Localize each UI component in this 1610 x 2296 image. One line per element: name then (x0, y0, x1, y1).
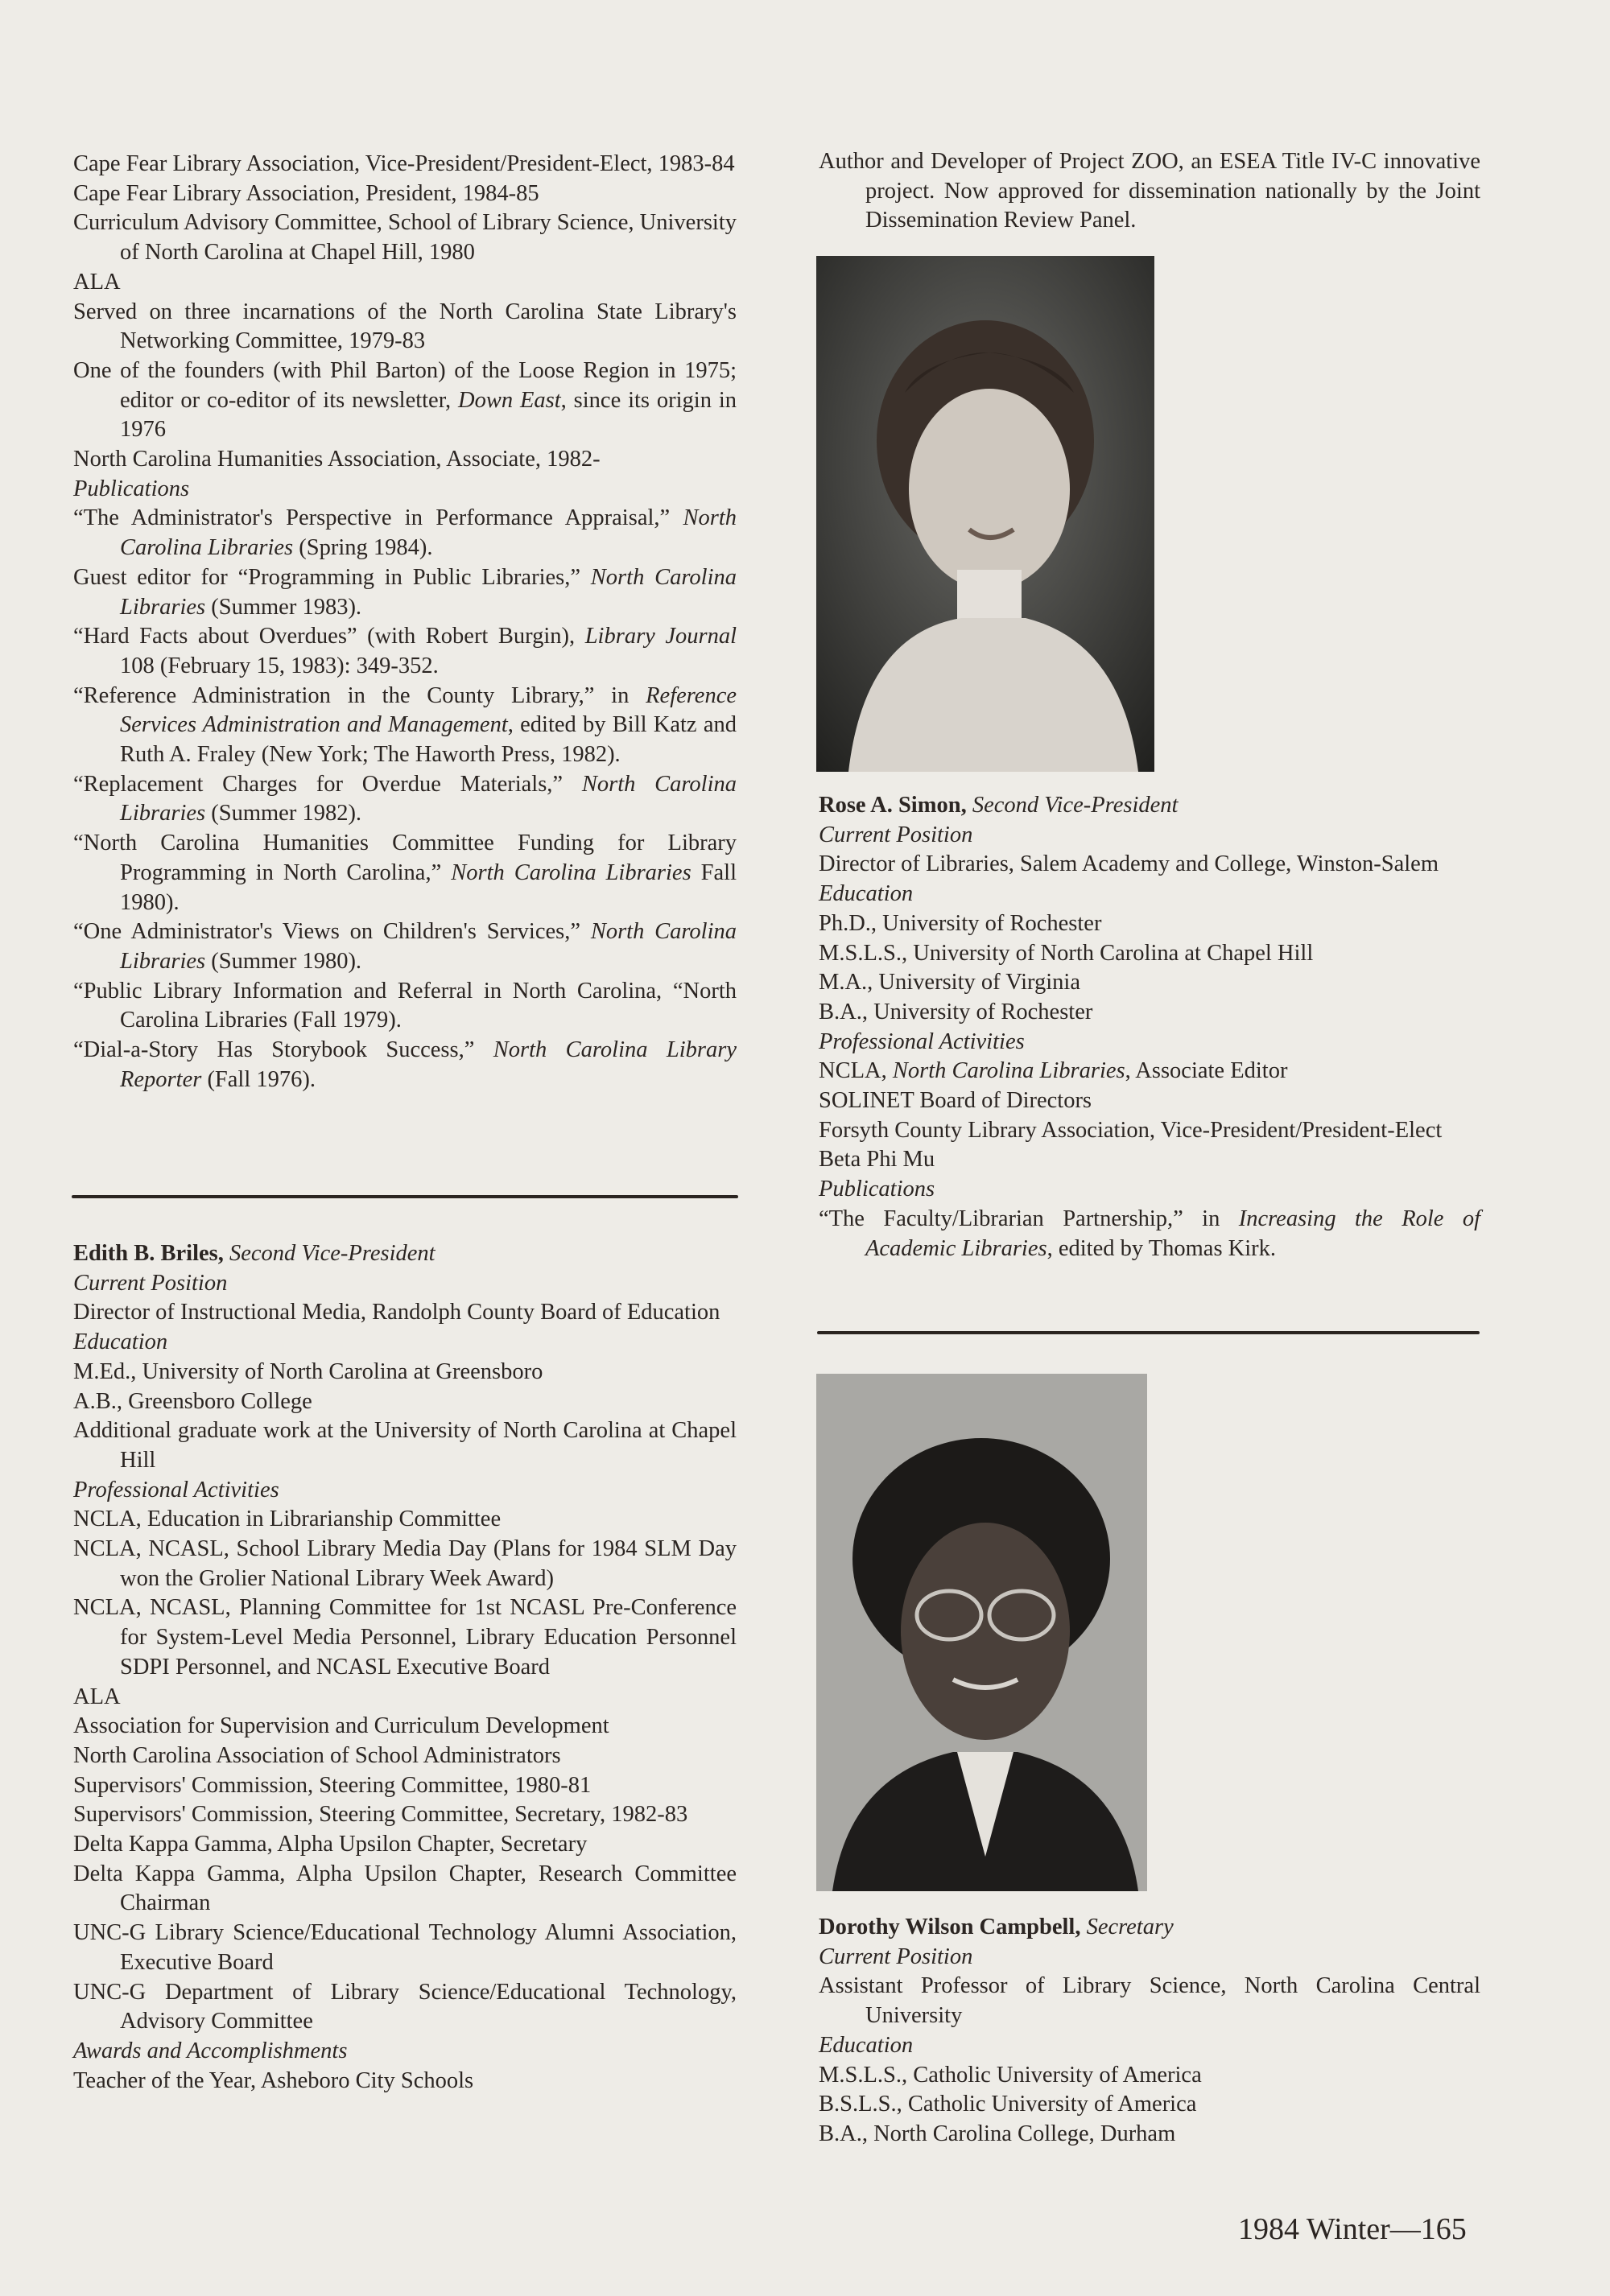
italic-text: Current Position (819, 1944, 973, 1969)
text: (Spring 1984). (293, 535, 433, 561)
entry-line (73, 1978, 737, 2037)
rose-simon-section (819, 791, 1480, 1263)
entry-line (819, 909, 1480, 939)
text: ALA (73, 269, 121, 295)
text: (Summer 1982). (205, 801, 362, 826)
entry-line (73, 682, 737, 770)
entry-line (73, 1919, 737, 1977)
entry-line (819, 1972, 1480, 2030)
italic-text: North Carolina Libraries (120, 771, 737, 826)
text: B.S.L.S., Catholic University of America (819, 2092, 1197, 2117)
entry-line (819, 850, 1480, 880)
rose-details (819, 821, 1480, 1264)
text: M.S.L.S., University of North Carolina at Chapel Hill (819, 940, 1314, 966)
text: NCLA, NCASL, School Library Media Day (Plans for 1984 SLM Day won the Grolier National Library Week Award) (73, 1536, 737, 1591)
entry-line (73, 2067, 737, 2096)
text: , edited by Bill Katz and Ruth A. Fraley (New York; The Haworth Press, 1982). (120, 712, 737, 768)
entry-line (819, 968, 1480, 998)
text: “Replacement Charges for Overdue Materials,” (73, 771, 582, 797)
italic-text: Publications (73, 476, 190, 501)
text: M.A., University of Virginia (819, 970, 1080, 995)
dorothy-name: Dorothy Wilson Campbell, (819, 1915, 1081, 1939)
entry-line (73, 1593, 737, 1682)
entry-line (73, 1298, 737, 1328)
text: North Carolina Association of School Administrators (73, 1742, 561, 1768)
text: North Carolina Humanities Association, Associate, 1982- (73, 447, 601, 472)
entry-line (819, 1116, 1480, 1146)
right-column-continued (819, 147, 1480, 236)
entry-line (819, 880, 1480, 909)
text: Assistant Professor of Library Science, North Carolina Central University (819, 1973, 1480, 2029)
entry-line (819, 998, 1480, 1028)
text: One of the founders (with Phil Barton) of the Loose Region in 1975; editor or co-editor of its newsletter, (73, 357, 737, 413)
section-divider-right (817, 1331, 1480, 1334)
text: 108 (February 15, 1983): 349-352. (120, 653, 439, 678)
text: Author and Developer of Project ZOO, an ESEA Title IV-C innovative project. Now approved for dissemination nationally by the Joint Dissemination Review Panel. (819, 149, 1480, 233)
rose-heading (819, 791, 1480, 821)
text: “Dial-a-Story Has Storybook Success,” (73, 1037, 493, 1063)
dorothy-heading (819, 1913, 1480, 1943)
text: NCLA, NCASL, Planning Committee for 1st NCASL Pre-Conference for System-Level Media Personnel, Library Education Personnel SDPI Personnel, and NCASL Executive Board (73, 1595, 737, 1680)
entry-line (73, 917, 737, 976)
text: , Associate Editor (1125, 1058, 1288, 1084)
edith-briles-section (73, 1239, 737, 2096)
text: “The Administrator's Perspective in Performance Appraisal,” (73, 505, 683, 531)
entry-line (73, 2037, 737, 2067)
text: (Fall 1976). (201, 1066, 316, 1092)
text: UNC-G Department of Library Science/Educational Technology, Advisory Committee (73, 1979, 737, 2034)
entry-line (73, 475, 737, 505)
entry-line (819, 821, 1480, 851)
italic-text: Education (819, 881, 914, 907)
entry-line (73, 504, 737, 563)
entry-line (73, 1036, 737, 1094)
text: Forsyth County Library Association, Vice-President/President-Elect (819, 1117, 1443, 1143)
italic-text: Reference Services Administration and Management (120, 682, 737, 738)
edith-heading (73, 1239, 737, 1269)
entry-line (73, 1683, 737, 1713)
entry-line (819, 2090, 1480, 2120)
entry-line (73, 1476, 737, 1506)
dorothy-details (819, 1943, 1480, 2150)
text: Beta Phi Mu (819, 1147, 935, 1173)
italic-text: Education (819, 2032, 914, 2058)
text: B.A., North Carolina College, Durham (819, 2121, 1176, 2146)
text: Guest editor for “Programming in Public Libraries,” (73, 564, 591, 590)
italic-text: Down East (458, 387, 561, 413)
entry-line (819, 2120, 1480, 2150)
entry-line (819, 1205, 1480, 1263)
text: “Hard Facts about Overdues” (with Robert Burgin), (73, 624, 585, 649)
italic-text: North Carolina Libraries (120, 505, 737, 561)
text: Cape Fear Library Association, President, 1984-85 (73, 180, 539, 206)
entry-line (819, 2031, 1480, 2061)
text: “Public Library Information and Referral in North Carolina, “North Carolina Libraries (Fall 1979). (73, 978, 737, 1033)
text: Cape Fear Library Association, Vice-President/President-Elect, 1983-84 (73, 151, 735, 176)
text: Teacher of the Year, Asheboro City Schools (73, 2067, 474, 2093)
text: Association for Supervision and Curriculum Development (73, 1713, 609, 1739)
text: ALA (73, 1684, 121, 1709)
entry-line (73, 1771, 737, 1801)
edith-details (73, 1269, 737, 2096)
entry-line (73, 1712, 737, 1742)
text: Delta Kappa Gamma, Alpha Upsilon Chapter, Research Committee Chairman (73, 1861, 737, 1916)
entry-line (73, 829, 737, 917)
edith-role: Second Vice-President (229, 1241, 436, 1266)
rose-simon-photo (816, 256, 1154, 772)
text: NCLA, Education in Librarianship Committee (73, 1507, 502, 1532)
entry-line (73, 1416, 737, 1475)
left-column-continued (73, 150, 737, 1095)
entry-line (819, 939, 1480, 969)
text: SOLINET Board of Directors (819, 1088, 1092, 1114)
entry-line (73, 1269, 737, 1299)
text: Served on three incarnations of the North Carolina State Library's Networking Committee, 1979-83 (73, 299, 737, 354)
italic-text: Current Position (73, 1270, 228, 1296)
entry-line (73, 977, 737, 1036)
text: , edited by Thomas Kirk. (1046, 1235, 1277, 1261)
entry-line (73, 268, 737, 298)
text: Curriculum Advisory Committee, School of Library Science, University of North Carolina at Chapel Hill, 1980 (73, 210, 737, 266)
italic-text: Increasing the Role of Academic Libraries (865, 1206, 1481, 1261)
entry-line (819, 1086, 1480, 1116)
italic-text: North Carolina Libraries (120, 919, 737, 974)
entry-line (73, 770, 737, 829)
text: Additional graduate work at the University of North Carolina at Chapel Hill (73, 1418, 737, 1473)
text: , since its origin in 1976 (120, 387, 737, 443)
entry-line (73, 1328, 737, 1358)
entry-line (73, 1860, 737, 1919)
entry-line (73, 357, 737, 445)
italic-text: Library Journal (584, 624, 737, 649)
section-divider-left (72, 1195, 738, 1198)
entry-line (73, 1505, 737, 1535)
entry-line (819, 147, 1480, 236)
entry-line (819, 1943, 1480, 1972)
italic-text: North Carolina Libraries (451, 859, 691, 885)
italic-text: Publications (819, 1177, 935, 1202)
italic-text: North Carolina Library Reporter (120, 1037, 737, 1092)
italic-text: Current Position (819, 822, 973, 847)
text: A.B., Greensboro College (73, 1388, 312, 1414)
italic-text: North Carolina Libraries (892, 1058, 1125, 1084)
edith-name: Edith B. Briles, (73, 1241, 224, 1266)
text: Fall 1980). (120, 859, 737, 915)
entry-line (73, 445, 737, 475)
text: (Summer 1980). (205, 948, 362, 974)
entry-line (819, 1028, 1480, 1057)
text: “One Administrator's Views on Children's Services,” (73, 919, 591, 945)
italic-text: Professional Activities (73, 1477, 279, 1502)
text: Delta Kappa Gamma, Alpha Upsilon Chapter, Secretary (73, 1832, 588, 1857)
text: (Summer 1983). (205, 594, 362, 620)
entry-line (73, 1387, 737, 1417)
entry-line (73, 1830, 737, 1860)
dorothy-campbell-photo (816, 1374, 1147, 1891)
entry-line (73, 179, 737, 209)
italic-text: Education (73, 1329, 168, 1355)
entry-line (73, 1535, 737, 1593)
entry-line (73, 622, 737, 681)
entry-line (819, 1057, 1480, 1086)
entry-line (73, 1800, 737, 1830)
text: “The Faculty/Librarian Partnership,” in (819, 1206, 1239, 1231)
entry-line (73, 1358, 737, 1387)
text: B.A., University of Rochester (819, 999, 1093, 1024)
entry-line (819, 1145, 1480, 1175)
text: UNC-G Library Science/Educational Technology Alumni Association, Executive Board (73, 1920, 737, 1975)
italic-text: Awards and Accomplishments (73, 2038, 348, 2063)
text: Supervisors' Commission, Steering Committee, 1980-81 (73, 1772, 592, 1798)
italic-text: Professional Activities (819, 1028, 1025, 1054)
text: Ph.D., University of Rochester (819, 910, 1102, 936)
dorothy-role: Secretary (1086, 1915, 1174, 1939)
entry-line (73, 563, 737, 622)
entry-line (819, 2061, 1480, 2091)
text: Supervisors' Commission, Steering Committee, Secretary, 1982-83 (73, 1802, 688, 1828)
entry-line (73, 150, 737, 179)
entry-line (819, 1175, 1480, 1205)
text: M.S.L.S., Catholic University of America (819, 2062, 1202, 2088)
dorothy-campbell-section (819, 1913, 1480, 2150)
rose-role: Second Vice-President (972, 793, 1179, 818)
text: NCLA, (819, 1058, 893, 1084)
text: “North Carolina Humanities Committee Funding for Library Programming in North Carolina,” (73, 831, 737, 885)
text: “Reference Administration in the County Library,” in (73, 682, 646, 708)
entry-line (73, 208, 737, 267)
entry-line (73, 298, 737, 357)
text: M.Ed., University of North Carolina at Greensboro (73, 1358, 543, 1384)
italic-text: North Carolina Libraries (120, 564, 737, 620)
text: Director of Instructional Media, Randolph County Board of Education (73, 1300, 720, 1325)
rose-name: Rose A. Simon, (819, 793, 967, 818)
page-footer: 1984 Winter—165 (1238, 2212, 1467, 2246)
entry-line (73, 1742, 737, 1771)
text: Director of Libraries, Salem Academy and College, Winston-Salem (819, 851, 1439, 877)
